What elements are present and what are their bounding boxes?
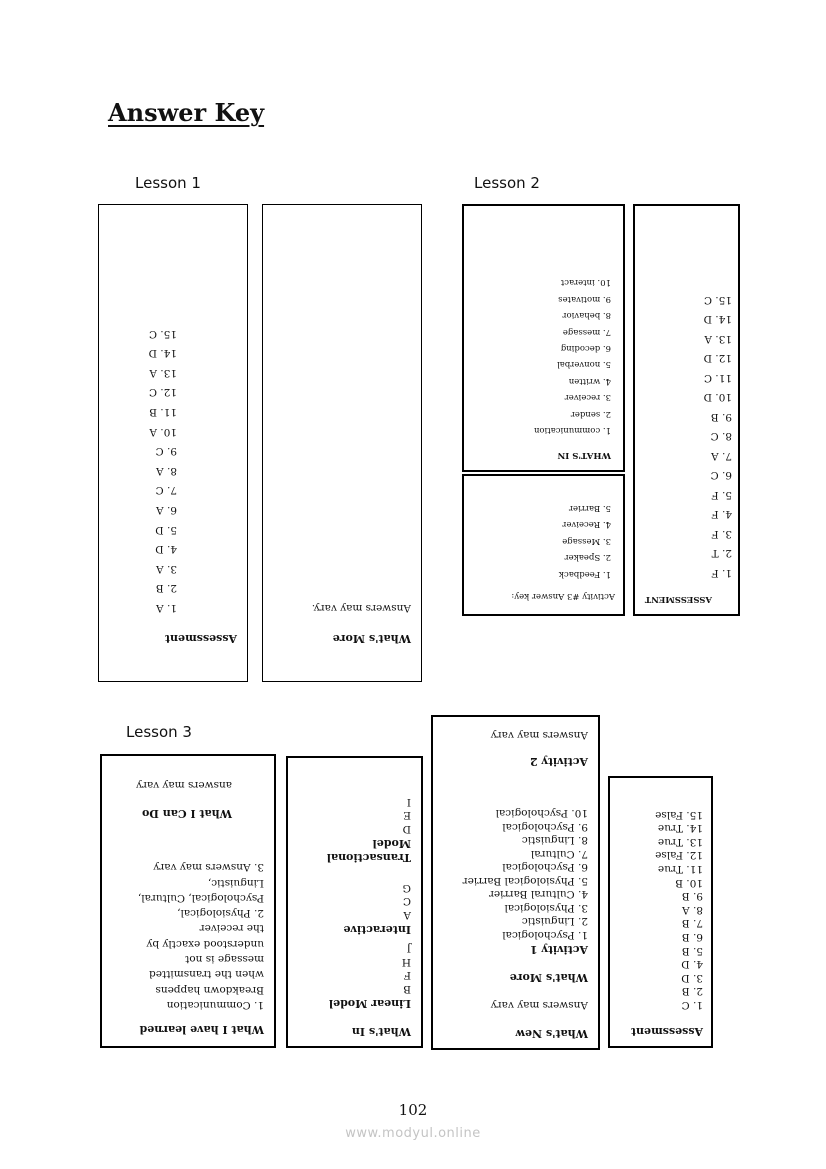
lesson-1-label: Lesson 1 (135, 174, 201, 192)
answer-item: 12. False (655, 849, 703, 862)
answer-item: 5. B (681, 944, 703, 957)
lesson-3-label: Lesson 3 (126, 723, 192, 741)
lesson-2-whats-in-box (462, 204, 625, 472)
answer-item: 8. C (710, 430, 732, 443)
answer-item: 5. Barrier (568, 502, 611, 513)
answer-item: 8. Linguistic (521, 834, 588, 847)
lesson-2-assessment-title: ASSESSMENT (644, 594, 712, 604)
answer-line: 1. Communication (166, 999, 264, 1011)
answer-item: 1. Feedback (558, 569, 611, 579)
answer-item: 6. Psychological (502, 861, 588, 874)
lesson-3-whats-more-title: What's More (509, 971, 588, 984)
page-title: Answer Key (108, 98, 265, 127)
answer-item: 9. motivates (558, 293, 611, 304)
lesson-3-activity-2-text: Answers may vary (490, 729, 588, 741)
lesson-2-activity-3-title: Activity #3 Answer key: (511, 591, 615, 601)
answer-line: when the transmitted (149, 968, 264, 981)
answer-item: 6. B (681, 931, 703, 943)
answer-item: 9. B (681, 890, 703, 903)
answer-item: 12. C (148, 386, 177, 399)
lesson-3-linear-model-label: Linear Model (328, 997, 411, 1010)
answer-line: the receiver (199, 922, 264, 935)
answer-item: 14. D (703, 313, 732, 326)
lesson-1-assessment-box (98, 204, 248, 682)
lesson-3-whats-in-title: What's In (351, 1025, 411, 1038)
answer-item: 7. message (562, 326, 611, 337)
answer-item: 11. C (703, 372, 732, 384)
answer-item: 14. True (657, 822, 703, 835)
lesson-3-what-i-can-do-title: What I Can Do (142, 807, 232, 820)
answer-item: 6. A (156, 504, 177, 516)
answer-item: 1. communication (533, 425, 611, 435)
lesson-3-transactional-label-1: Transactional (326, 851, 411, 864)
answer-item: 2. T (711, 547, 732, 560)
answer-item: 3. F (711, 528, 732, 540)
answer-item: 5. D (155, 523, 177, 536)
answer-item: B (403, 983, 411, 995)
answer-item: 12. D (703, 352, 732, 365)
answer-item: 4. Receiver (562, 519, 611, 530)
answer-item: 4. D (155, 543, 177, 556)
answer-item: G (402, 882, 411, 894)
answer-item: 4. F (711, 508, 732, 521)
answer-item: A (403, 909, 411, 921)
lesson-2-activity-3-box (462, 474, 625, 616)
answer-item: 10. D (703, 391, 732, 404)
lesson-2-label: Lesson 2 (474, 174, 540, 192)
answer-item: 8. A (682, 903, 703, 916)
answer-item: I (406, 796, 411, 808)
lesson-3-whats-new-box (431, 715, 600, 1050)
lesson-3-whats-in-box (286, 756, 423, 1048)
lesson-3-what-i-have-learned-title: What I have learned (139, 1023, 264, 1036)
lesson-1-whats-more-box (262, 204, 422, 682)
answer-item: 2. Speaker (564, 552, 611, 563)
answer-item: 7. C (155, 484, 177, 497)
answer-item: 2. sender (570, 408, 611, 419)
answer-line: understood exactly by (146, 937, 264, 950)
answer-item: 15. C (703, 294, 732, 306)
watermark: www.modyul.online (345, 1126, 481, 1141)
answer-item: 11. True (657, 863, 703, 875)
answer-item: 15. C (148, 327, 177, 340)
answer-item: E (403, 809, 411, 822)
answer-item: 10. interact (560, 277, 611, 288)
lesson-1-whats-more-title: What's More (332, 632, 411, 645)
answer-item: 7. B (681, 917, 703, 930)
answer-item: 2. B (681, 985, 703, 998)
answer-line: message is not (185, 953, 264, 966)
answer-item: F (403, 969, 411, 982)
answer-item: 5. F (711, 489, 732, 501)
answer-line: 2. Physiological, (177, 907, 264, 920)
answer-item: 7. Cultural (530, 848, 588, 860)
answer-item: 7. A (711, 450, 732, 462)
answer-item: 9. Psychological (502, 821, 588, 833)
answer-item: H (401, 956, 411, 968)
answer-item: 4. written (568, 375, 611, 386)
answer-item: 5. Physiological Barrier (462, 875, 588, 887)
answer-line: Psychological, Cultural, (137, 891, 264, 904)
answer-item: 8. behavior (562, 310, 611, 321)
answer-line: Linguistic, (207, 876, 264, 889)
answer-item: 9. B (710, 411, 732, 423)
lesson-3-whats-new-text: Answers may vary (490, 999, 588, 1011)
lesson-3-what-i-have-learned-box (100, 754, 276, 1048)
lesson-3-activity-1-title: Activity 1 (529, 943, 588, 956)
lesson-3-interactive-label: Interactive (343, 923, 411, 936)
answer-item: D (402, 823, 411, 835)
answer-item: 13. A (149, 366, 177, 379)
lesson-3-what-i-can-do-text: answers may vary (136, 779, 232, 791)
answer-item: 10. A (149, 425, 177, 438)
answer-item: 4. D (681, 958, 703, 971)
answer-item: 3. A (156, 562, 177, 575)
answer-item: 2. Linguistic (521, 915, 588, 928)
answer-item: 2. B (155, 582, 177, 595)
lesson-3-transactional-label-2: Model (372, 837, 411, 850)
answer-item: 3. D (681, 971, 703, 984)
answer-item: 1. F (711, 567, 732, 579)
answer-item: 8. A (156, 464, 177, 477)
answer-item: 10. Psychological (495, 807, 588, 820)
answer-item: 15. False (655, 808, 703, 821)
lesson-3-assessment-box (608, 776, 713, 1048)
answer-line: Breakdown happens (155, 983, 264, 996)
answer-item: 14. D (148, 347, 177, 360)
lesson-3-whats-new-title: What's New (515, 1027, 588, 1040)
answer-item: 10. B (675, 876, 703, 889)
answer-line: 3. Answers may vary (153, 861, 264, 874)
answer-item: 3. receiver (564, 392, 611, 403)
lesson-2-whats-in-title: WHAT'S IN (557, 450, 611, 460)
answer-item: 9. C (155, 445, 177, 458)
answer-item: 3. Physiological (504, 902, 588, 914)
answer-item: C (402, 895, 411, 908)
lesson-2-assessment-box (633, 204, 740, 616)
lesson-1-whats-more-text: Answers may vary. (311, 602, 411, 614)
lesson-1-assessment-title: Assessment (164, 632, 237, 645)
answer-item: 3. Message (562, 535, 611, 546)
answer-item: 13. A (704, 333, 732, 345)
answer-item: 1. A (156, 602, 177, 614)
answer-item: 5. nonverbal (556, 359, 611, 370)
answer-item: 6. decoding (560, 343, 611, 353)
answer-item: 1. Psychological (502, 929, 588, 941)
answer-item: 13. True (657, 835, 703, 848)
answer-item: 1. C (681, 999, 703, 1011)
answer-item: 11. B (149, 406, 177, 418)
answer-item: 6. C (710, 469, 732, 482)
lesson-3-assessment-title: Assessment (630, 1025, 703, 1038)
answer-item: 4. Cultural Barrier (488, 888, 588, 901)
lesson-3-activity-2-title: Activity 2 (529, 755, 588, 768)
page-number: 102 (398, 1101, 428, 1119)
answer-item: J (406, 942, 411, 955)
